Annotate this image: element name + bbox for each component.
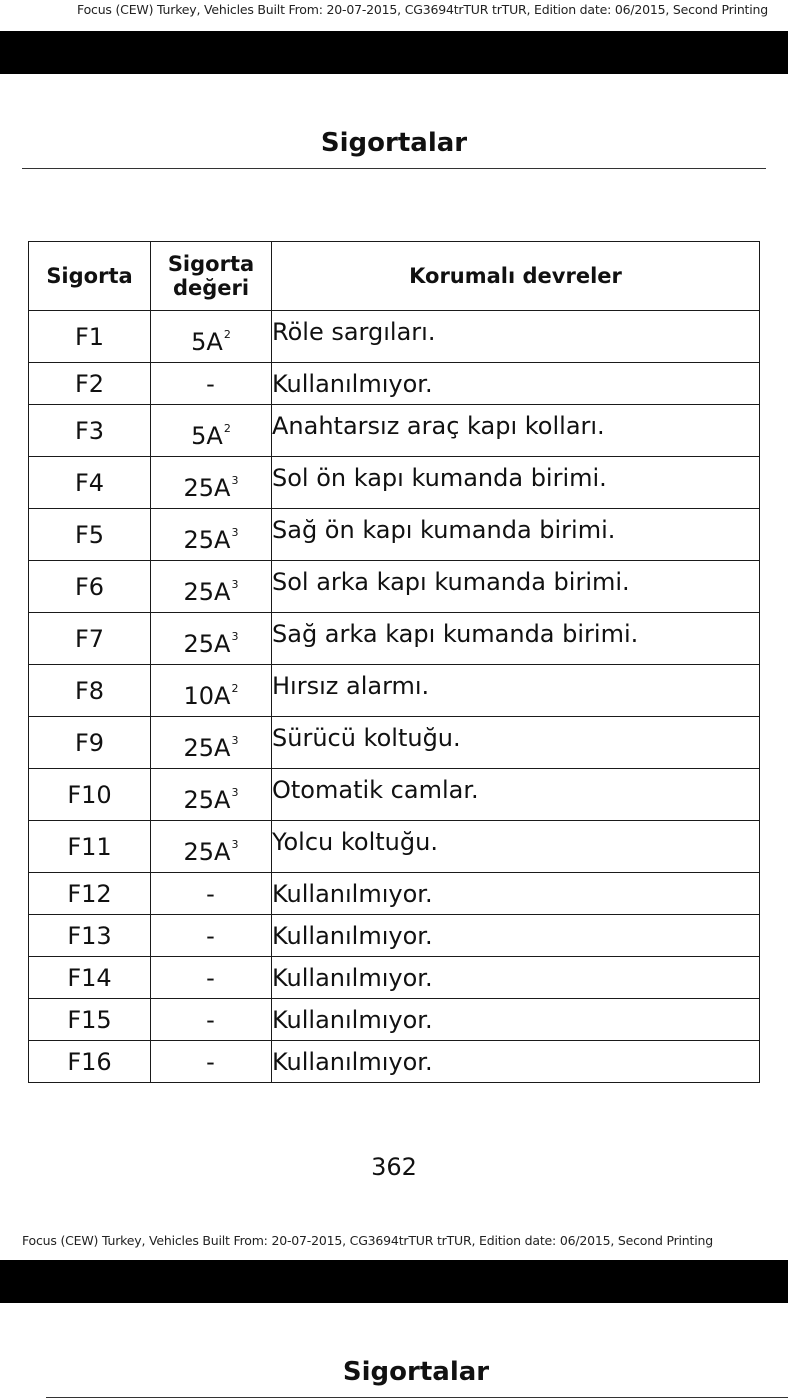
fuse-value [151, 1041, 272, 1083]
fuse-id: F9 [29, 717, 151, 769]
fuse-id: F8 [29, 665, 151, 717]
fuse-amp: 25A [183, 734, 231, 762]
fuse-value [151, 405, 272, 457]
fuse-footnote: 3 [231, 578, 239, 591]
fuse-circuit: Sol ön kapı kumanda birimi. [272, 457, 760, 509]
fuse-circuit: Kullanılmıyor. [272, 873, 760, 915]
fuse-id: F3 [29, 405, 151, 457]
fuse-footnote: 3 [231, 474, 239, 487]
table-row [29, 1041, 760, 1083]
fuse-footnote: 3 [231, 630, 239, 643]
fuse-id: F10 [29, 769, 151, 821]
fuse-amp: - [206, 963, 215, 992]
table-row [29, 613, 760, 665]
fuse-id: F14 [29, 957, 151, 999]
fuse-footnote: 3 [231, 838, 239, 851]
bottom-black-band [0, 1260, 788, 1303]
table-row [29, 405, 760, 457]
top-header-text: Focus (CEW) Turkey, Vehicles Built From: 20-07-2015, CG3694trTUR trTUR, Edition date: 06/2015, Second Printing [77, 2, 768, 17]
bottom-header-text: Focus (CEW) Turkey, Vehicles Built From: 20-07-2015, CG3694trTUR trTUR, Edition date: 06/2015, Second Printing [22, 1233, 713, 1248]
fuse-id: F6 [29, 561, 151, 613]
fuse-footnote: 3 [231, 786, 239, 799]
fuse-amp: - [206, 1005, 215, 1034]
table-row [29, 873, 760, 915]
table-row [29, 509, 760, 561]
table-row [29, 915, 760, 957]
fuse-amp: 5A [191, 328, 223, 356]
fuse-amp: - [206, 369, 215, 398]
fuse-footnote: 2 [231, 682, 239, 695]
table-row [29, 561, 760, 613]
fuse-id: F4 [29, 457, 151, 509]
fuse-value [151, 717, 272, 769]
fuse-amp: - [206, 1047, 215, 1076]
fuse-circuit: Röle sargıları. [272, 311, 760, 363]
next-title-rule [46, 1397, 788, 1398]
fuse-footnote: 3 [231, 734, 239, 747]
fuse-circuit: Sürücü koltuğu. [272, 717, 760, 769]
fuse-amp: 25A [183, 786, 231, 814]
table-row [29, 363, 760, 405]
fuse-amp: 25A [183, 474, 231, 502]
fuse-id: F7 [29, 613, 151, 665]
fuse-circuit: Kullanılmıyor. [272, 915, 760, 957]
fuse-value [151, 509, 272, 561]
header-fuse: Sigorta [29, 242, 151, 311]
fuse-id: F2 [29, 363, 151, 405]
fuse-footnote: 3 [231, 526, 239, 539]
fuse-footnote: 2 [223, 328, 231, 341]
fuse-circuit: Kullanılmıyor. [272, 363, 760, 405]
fuse-circuit: Otomatik camlar. [272, 769, 760, 821]
fuse-value [151, 363, 272, 405]
fuse-value [151, 665, 272, 717]
fuse-amp: - [206, 879, 215, 908]
fuse-amp: 25A [183, 838, 231, 866]
fuse-id: F16 [29, 1041, 151, 1083]
page-number: 362 [371, 1153, 417, 1181]
header-circuits: Korumalı devreler [272, 242, 760, 311]
title-rule [22, 168, 766, 169]
fuse-circuit: Anahtarsız araç kapı kolları. [272, 405, 760, 457]
header-rating [151, 242, 272, 311]
fuse-circuit: Kullanılmıyor. [272, 999, 760, 1041]
fuse-id: F11 [29, 821, 151, 873]
fuse-circuit: Yolcu koltuğu. [272, 821, 760, 873]
table-row [29, 957, 760, 999]
fuse-circuit: Kullanılmıyor. [272, 957, 760, 999]
fuse-value [151, 561, 272, 613]
table-row [29, 999, 760, 1041]
fuse-id: F15 [29, 999, 151, 1041]
section-title: Sigortalar [320, 128, 468, 158]
fuse-table [28, 241, 760, 1083]
fuse-id: F5 [29, 509, 151, 561]
table-header-row [29, 242, 760, 311]
fuse-circuit: Sağ arka kapı kumanda birimi. [272, 613, 760, 665]
fuse-id: F13 [29, 915, 151, 957]
fuse-circuit: Hırsız alarmı. [272, 665, 760, 717]
fuse-value [151, 769, 272, 821]
fuse-amp: 5A [191, 422, 223, 450]
fuse-circuit: Kullanılmıyor. [272, 1041, 760, 1083]
table-row [29, 665, 760, 717]
fuse-value [151, 915, 272, 957]
fuse-amp: 25A [183, 630, 231, 658]
fuse-id: F1 [29, 311, 151, 363]
fuse-circuit: Sağ ön kapı kumanda birimi. [272, 509, 760, 561]
header-rating-line1: Sigorta [167, 252, 255, 276]
table-row [29, 717, 760, 769]
fuse-value [151, 613, 272, 665]
table-row [29, 769, 760, 821]
fuse-id: F12 [29, 873, 151, 915]
fuse-circuit: Sol arka kapı kumanda birimi. [272, 561, 760, 613]
fuse-value [151, 999, 272, 1041]
fuse-value [151, 957, 272, 999]
fuse-amp: 25A [183, 526, 231, 554]
fuse-amp: 25A [183, 578, 231, 606]
table-row [29, 311, 760, 363]
fuse-value [151, 821, 272, 873]
next-section-title: Sigortalar [342, 1357, 490, 1387]
fuse-amp: - [206, 921, 215, 950]
fuse-amp: 10A [183, 682, 231, 710]
table-row [29, 821, 760, 873]
fuse-value [151, 311, 272, 363]
top-black-band [0, 31, 788, 74]
fuse-footnote: 2 [223, 422, 231, 435]
fuse-value [151, 457, 272, 509]
header-rating-line2: değeri [172, 276, 250, 300]
table-row [29, 457, 760, 509]
fuse-value [151, 873, 272, 915]
